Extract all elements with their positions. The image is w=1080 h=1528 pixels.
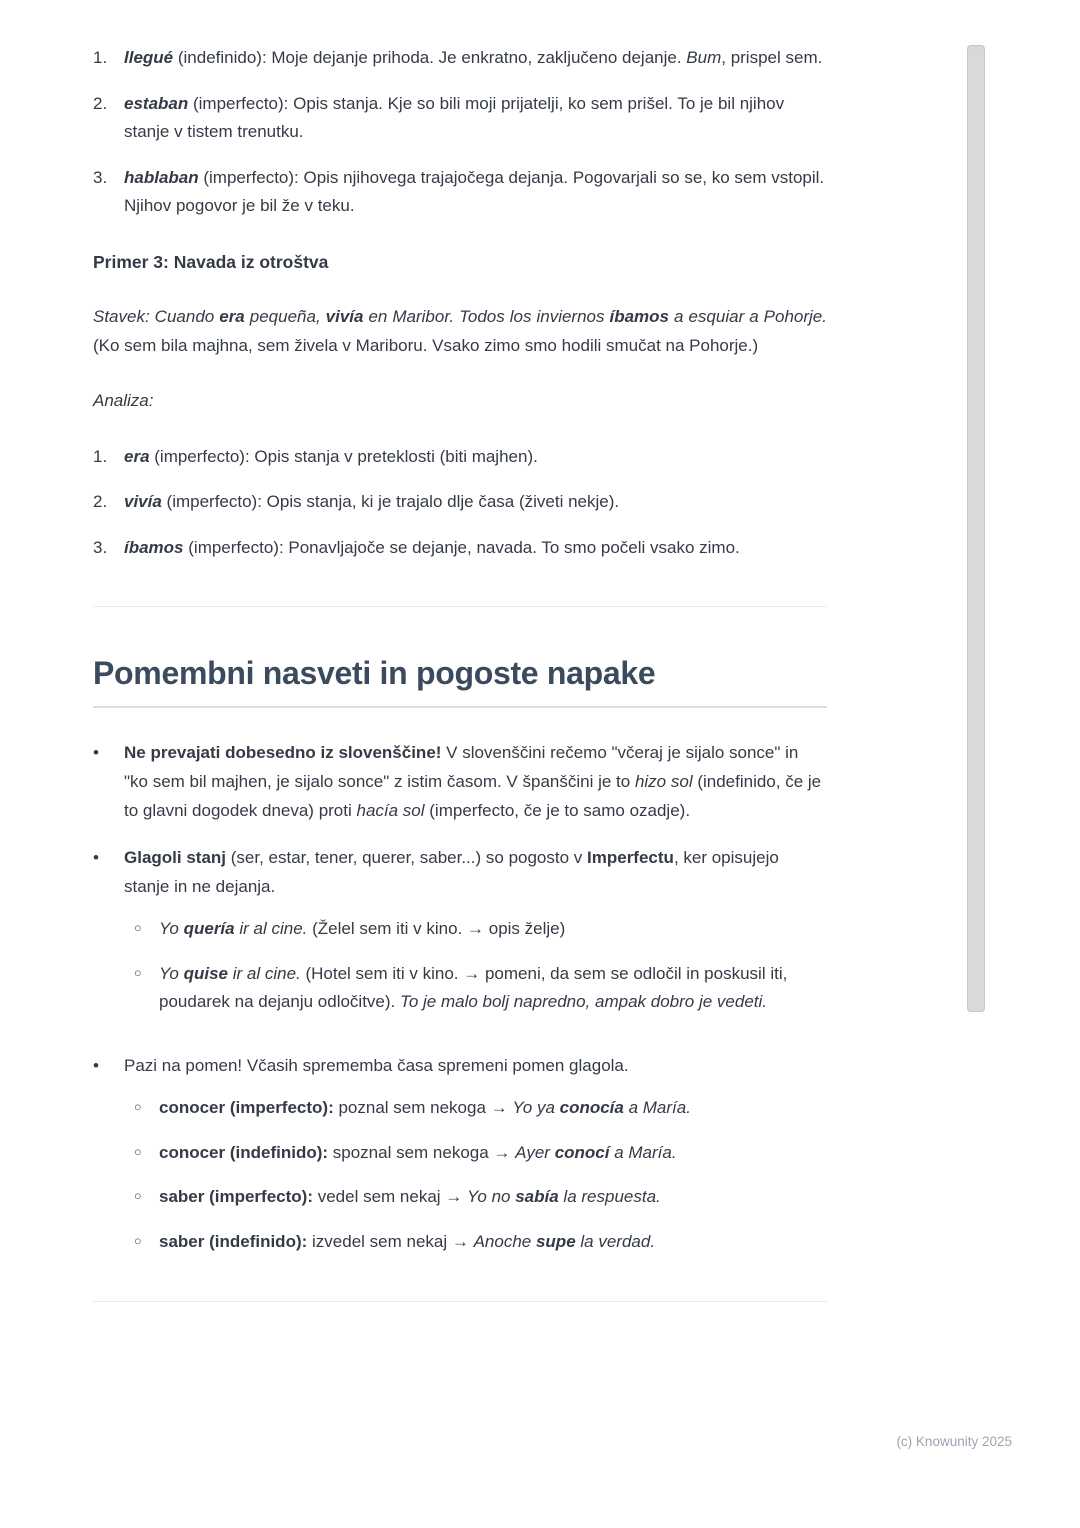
list-item-text: estaban (imperfecto): Opis stanja. Kje so bili moji prijatelji, ko sem prišel. To je bil njihov stanje v tistem trenutku. [124,93,785,142]
list-item-text: hablaban (imperfecto): Opis njihovega trajajočega dejanja. Pogovarjali so se, ko sem vstopil. Njihov pogovor je bil že v teku. [124,167,825,216]
list-number: 3. [93,537,108,557]
list-number: 2. [93,93,108,113]
sub-list-item-text: conocer (imperfecto): poznal sem nekoga → Yo ya conocía a María. [159,1098,691,1118]
sub-list-item [124,1228,827,1257]
sub-bullet-icon: ○ [134,1100,142,1115]
list-item-text: Ne prevajati dobesedno iz slovenščine! V slovenščini rečemo "včeraj je sijalo sonce" in "ko sem bil majhen, je sijalo sonce" z istim časom. V španščini je to hizo sol (indefinido, če je to glavni dogodek dneva) proti hacía sol (imperfecto, če je to samo ozadje). [124,743,822,820]
list-item-text: llegué (indefinido): Moje dejanje prihoda. Je enkratno, zaključeno dejanje. Bum, prispel sem. [124,48,823,67]
list-item [93,164,827,221]
list-item [93,488,827,517]
bullet-icon: • [93,743,99,763]
list-item [93,739,827,825]
analysis-list [93,443,827,563]
example-analysis-list [93,44,827,221]
sub-list-item-text: saber (indefinido): izvedel sem nekaj → Anoche supe la verdad. [159,1231,656,1251]
list-number: 1. [93,446,108,466]
sub-list-item-text: Yo quise ir al cine. (Hotel sem iti v kino. → pomeni, da sem se odločil in poskusil iti, poudarek na dejanju odločitve). To je malo bolj napredno, ampak dobro je vedeti. [159,963,788,1012]
sub-list-item [124,915,827,944]
list-item-text: vivía (imperfecto): Opis stanja, ki je trajalo dlje časa (živeti nekje). [124,492,620,512]
sub-list [124,915,827,1017]
document-content [93,44,827,1302]
sub-list-item-text: conocer (indefinido): spoznal sem nekoga → Ayer conocí a María. [159,1142,677,1162]
bullet-icon: • [93,1055,99,1075]
sub-bullet-icon: ○ [134,1189,142,1204]
page-title: Pomembni nasveti in pogoste napake [93,653,827,708]
sub-list-item [124,960,827,1017]
list-item-text: Glagoli stanj (ser, estar, tener, querer, saber...) so pogosto v Imperfectu, ker opisujejo stanje in ne dejanja. [124,848,779,896]
list-item-text: era (imperfecto): Opis stanja v preteklosti (biti majhen). [124,446,538,466]
sub-bullet-icon: ○ [134,965,142,980]
list-item [93,90,827,147]
sub-list-item [124,1094,827,1123]
sub-list-item [124,1183,827,1212]
example-sentence: Stavek: Cuando era pequeña, vivía en Maribor. Todos los inviernos íbamos a esquiar a Pohorje. (Ko sem bila majhna, sem živela v Mariboru. Vsako zimo smo hodili smučat na Pohorje.) [93,307,827,355]
list-item [93,534,827,563]
list-item [93,44,827,73]
sub-list [124,1094,827,1256]
sub-bullet-icon: ○ [134,921,142,936]
list-item [93,1052,827,1273]
sub-list-item-text: saber (imperfecto): vedel sem nekaj → Yo no sabía la respuesta. [159,1187,661,1207]
list-item-text: Pazi na pomen! Včasih sprememba časa spremeni pomen glagola. [124,1055,629,1075]
list-number: 1. [93,48,108,67]
sub-bullet-icon: ○ [134,1144,142,1159]
bullet-icon: • [93,848,99,868]
list-item [93,443,827,472]
watermark: (c) Knowunity 2025 [896,1434,1012,1449]
tips-list [93,739,827,1272]
list-item [93,844,827,1033]
analysis-label: Analiza: [93,391,154,411]
sub-list-item-text: Yo quería ir al cine. (Želel sem iti v kino. → opis želje) [159,919,566,939]
section-divider [93,606,827,607]
scrollbar-thumb[interactable] [967,45,985,1012]
sub-bullet-icon: ○ [134,1233,142,1248]
list-number: 2. [93,492,108,512]
list-number: 3. [93,167,108,187]
section-heading-primer3: Primer 3: Navada iz otroštva [93,251,329,272]
sub-list-item [124,1139,827,1168]
bottom-divider [93,1301,827,1302]
list-item-text: íbamos (imperfecto): Ponavljajoče se dejanje, navada. To smo počeli vsako zimo. [124,537,740,557]
